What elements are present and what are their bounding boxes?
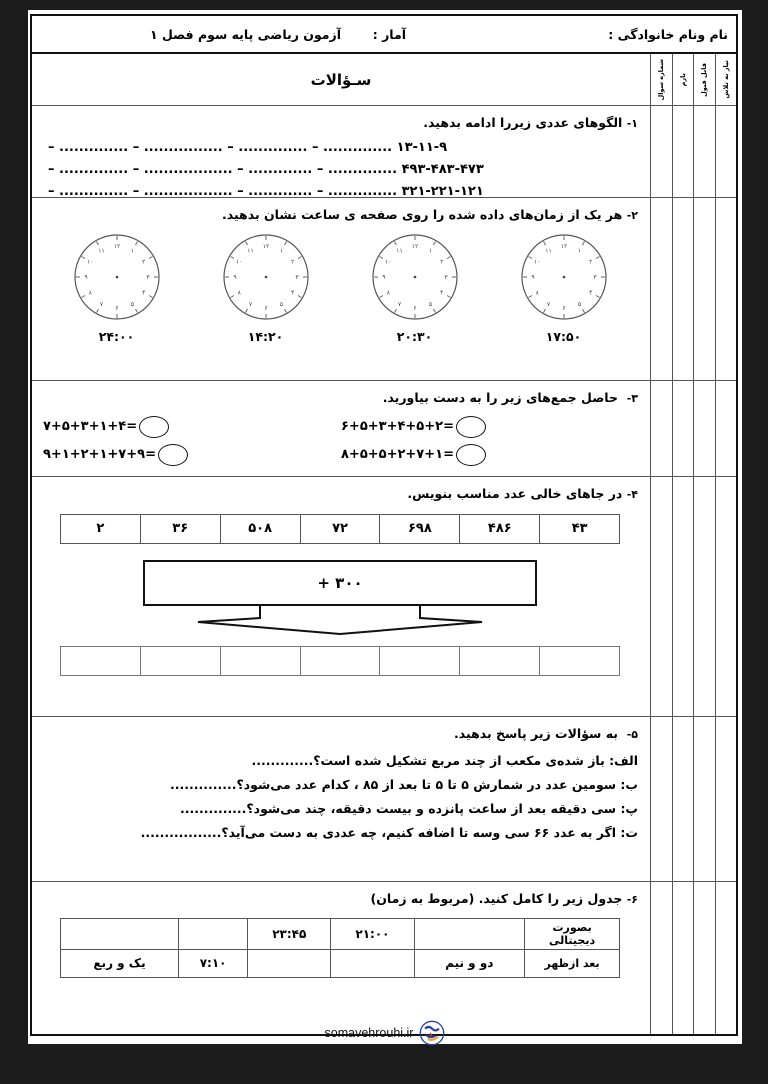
q4-number-cell: ۵۰۸ <box>221 514 301 544</box>
svg-text:۱: ۱ <box>577 247 581 255</box>
svg-text:۹: ۹ <box>232 273 237 281</box>
svg-text:۸: ۸ <box>237 289 241 297</box>
mark-cell[interactable] <box>715 717 737 881</box>
question-3 <box>32 381 650 477</box>
mark-cell[interactable] <box>715 882 737 1034</box>
svg-text:۷: ۷ <box>397 300 401 308</box>
svg-text:۹: ۹ <box>530 273 535 281</box>
sum-expr-0: ۷+۵+۳+۱+۴= <box>43 419 138 435</box>
mark-col-score <box>672 54 694 105</box>
section-title-cell <box>32 54 650 106</box>
questions-column <box>32 54 650 1034</box>
time-table <box>60 918 620 978</box>
time-table-cell: ۲۱:۰۰ <box>331 918 414 949</box>
sum-item-0[interactable] <box>42 416 340 438</box>
svg-text:۱۰: ۱۰ <box>384 258 391 266</box>
time-table-row <box>60 918 619 949</box>
svg-text:۱۲: ۱۲ <box>113 242 120 250</box>
svg-text:۱: ۱ <box>428 247 432 255</box>
question-4-number: ۴- <box>626 488 638 501</box>
mark-cell[interactable] <box>672 477 694 716</box>
svg-text:۳: ۳ <box>592 273 597 281</box>
q4-answer-cell[interactable] <box>141 646 221 676</box>
svg-text:۶: ۶ <box>561 304 566 312</box>
q4-number-cell: ۷۲ <box>301 514 381 544</box>
sum-expr-1: ۶+۵+۳+۴+۵+۲= <box>341 419 454 435</box>
svg-text:۴: ۴ <box>439 289 443 297</box>
q4-answer-cell[interactable] <box>60 646 141 676</box>
q4-top-row <box>60 514 620 544</box>
time-table-row-label: بصورت دیجیتالی <box>525 918 620 949</box>
time-table-empty-cell[interactable] <box>179 918 248 949</box>
clock-time-label: ۱۷:۵۰ <box>545 328 582 344</box>
q4-answer-cell[interactable] <box>301 646 381 676</box>
answer-oval[interactable] <box>158 444 188 466</box>
q4-bottom-row <box>60 646 620 676</box>
time-table-empty-cell[interactable] <box>60 918 178 949</box>
time-table-cell: دو و نیم <box>414 949 525 977</box>
q4-number-cell: ۲ <box>60 514 141 544</box>
clock-time-label: ۲۴:۰۰ <box>98 328 135 344</box>
site-url: somavehrouhi.ir <box>324 1026 414 1040</box>
mark-cell[interactable] <box>693 106 715 197</box>
svg-text:۱: ۱ <box>130 247 134 255</box>
clock-row <box>42 231 638 344</box>
question-2-number: ۲- <box>626 209 638 222</box>
mark-col-qnumber-label: شماره سوال <box>657 58 666 101</box>
mark-cell[interactable] <box>651 882 672 1034</box>
time-table-empty-cell[interactable] <box>248 949 331 977</box>
time-table-empty-cell[interactable] <box>331 949 414 977</box>
section-title: سـؤالات <box>310 70 372 89</box>
q4-answer-cell[interactable] <box>221 646 301 676</box>
svg-text:۶: ۶ <box>412 304 417 312</box>
time-table-row <box>60 949 619 977</box>
marking-row-q5[interactable] <box>651 717 736 882</box>
clock-4[interactable] <box>71 231 163 344</box>
question-1-prompt <box>42 114 638 133</box>
svg-text:۱۰: ۱۰ <box>235 258 242 266</box>
marking-row-q2[interactable] <box>651 198 736 381</box>
exam-title: آزمون ریاضی پایه سوم فصل ۱ <box>149 26 341 42</box>
mark-cell[interactable] <box>672 198 694 380</box>
mark-col-score-label: بارم <box>678 72 687 87</box>
question-2-text: هر یک از زمان‌های داده شده را روی صفحه ی ساعت نشان بدهید. <box>221 207 623 222</box>
mark-col-effort-label: نیاز به تلاش <box>721 60 730 99</box>
svg-text:۷: ۷ <box>248 300 252 308</box>
sum-item-3[interactable] <box>340 444 638 466</box>
marking-columns <box>650 54 736 1034</box>
marking-row-q3[interactable] <box>651 381 736 477</box>
svg-text:۱۲: ۱۲ <box>560 242 567 250</box>
answer-oval[interactable] <box>456 416 486 438</box>
sum-expr-2: ۹+۱+۲+۱+۷+۹= <box>43 447 156 463</box>
svg-text:۵: ۵ <box>428 300 432 308</box>
svg-text:۱۲: ۱۲ <box>262 242 269 250</box>
question-5-item-a[interactable]: الف: باز شده‌ی مکعب از چند مربع تشکیل شده است؟............. <box>251 752 638 768</box>
mark-cell[interactable] <box>715 477 737 716</box>
svg-text:۷: ۷ <box>99 300 103 308</box>
pattern-line-3[interactable] <box>48 184 638 199</box>
q4-number-cell: ۴۳ <box>540 514 620 544</box>
svg-text:۱۱: ۱۱ <box>246 247 254 255</box>
sum-grid <box>42 416 638 466</box>
marking-row-q6[interactable] <box>651 882 736 1034</box>
mark-cell[interactable] <box>651 106 672 197</box>
time-table-empty-cell[interactable] <box>414 918 525 949</box>
student-name-label: نام ونام خانوادگی : <box>608 26 728 42</box>
question-5-text: به سؤالات زیر پاسخ بدهید. <box>454 726 618 741</box>
mark-cell[interactable] <box>672 381 694 476</box>
page-sheet <box>28 10 742 1044</box>
mark-col-effort <box>715 54 737 105</box>
main-grid <box>32 54 736 1034</box>
svg-text:۳: ۳ <box>145 273 150 281</box>
clock-2[interactable] <box>369 231 461 344</box>
svg-text:۱۲: ۱۲ <box>411 242 418 250</box>
clock-1[interactable] <box>518 231 610 344</box>
q4-number-cell: ۳۶ <box>141 514 221 544</box>
pattern-1-seq: ۱۳-۱۱-۹ <box>396 139 448 155</box>
question-5-item-p[interactable]: پ: سی دقیقه بعد از ساعت پانزده و بیست دقیقه، چند می‌شود؟.............. <box>179 800 638 816</box>
operation-box <box>143 560 536 606</box>
mark-cell[interactable] <box>651 198 672 380</box>
pattern-line-2[interactable] <box>48 162 638 177</box>
sum-expr-3: ۸+۵+۵+۲+۷+۱= <box>341 447 454 463</box>
svg-text:۱: ۱ <box>279 247 283 255</box>
marking-row-q4[interactable] <box>651 477 736 717</box>
q4-answer-cell[interactable] <box>460 646 540 676</box>
question-4-prompt <box>42 485 638 504</box>
svg-text:۸: ۸ <box>535 289 539 297</box>
mark-cell[interactable] <box>693 477 715 716</box>
question-5-prompt <box>42 725 638 744</box>
svg-text:۹: ۹ <box>83 273 88 281</box>
question-1 <box>32 106 650 198</box>
mark-cell[interactable] <box>672 717 694 881</box>
mark-cell[interactable] <box>693 882 715 1034</box>
answer-oval[interactable] <box>139 416 169 438</box>
q4-number-cell: ۴۸۶ <box>460 514 540 544</box>
stat-label: آمار : <box>372 26 406 42</box>
question-6-prompt <box>42 890 638 909</box>
svg-text:۸: ۸ <box>386 289 390 297</box>
question-4 <box>32 477 650 717</box>
svg-text:۳: ۳ <box>443 273 448 281</box>
clock-face-icon[interactable] <box>518 231 610 323</box>
pattern-3-seq: ۳۲۱-۲۲۱-۱۲۱ <box>401 183 484 199</box>
mark-col-qnumber <box>651 54 672 105</box>
question-4-text: در جاهای خالی عدد مناسب بنویس. <box>407 486 623 501</box>
mark-col-acceptable-label: قابل قبول <box>700 62 709 97</box>
question-1-number: ۱- <box>626 117 638 130</box>
time-table-row-label: بعد ازظهر <box>525 949 620 977</box>
svg-text:۹: ۹ <box>381 273 386 281</box>
marking-header-row <box>651 54 736 106</box>
svg-text:۵: ۵ <box>279 300 283 308</box>
question-5-number: ۵- <box>626 728 638 741</box>
time-table-cell: ۷:۱۰ <box>179 949 248 977</box>
page-footer <box>28 1018 742 1048</box>
down-arrow-icon <box>140 604 540 636</box>
mark-cell[interactable] <box>651 477 672 716</box>
question-5-item-t[interactable]: ت: اگر به عدد ۶۶ سی وسه تا اضافه کنیم، چه عددی به دست می‌آید؟................. <box>140 824 638 840</box>
pattern-3-blanks: – .............. – .................. – ............. – .............. <box>48 183 398 199</box>
question-3-number: ۳- <box>626 392 638 405</box>
mark-cell[interactable] <box>651 381 672 476</box>
answer-oval[interactable] <box>456 444 486 466</box>
q4-answer-cell[interactable] <box>540 646 620 676</box>
svg-text:۴: ۴ <box>141 289 145 297</box>
time-table-cell: یک و ربع <box>60 949 178 977</box>
question-3-text: حاصل جمع‌های زیر را به دست بیاورید. <box>382 390 618 405</box>
mark-cell[interactable] <box>651 717 672 881</box>
mark-cell[interactable] <box>693 381 715 476</box>
svg-text:۱۱: ۱۱ <box>544 247 552 255</box>
question-6-number: ۶- <box>626 893 638 906</box>
pattern-line-1[interactable] <box>48 140 638 155</box>
svg-text:۱۰: ۱۰ <box>533 258 540 266</box>
clock-3[interactable] <box>220 231 312 344</box>
clock-time-label: ۱۴:۲۰ <box>247 328 284 344</box>
pattern-2-seq: ۴۹۳-۴۸۳-۴۷۳ <box>401 161 484 177</box>
pattern-1-blanks: – .............. – ................ – .............. – .............. <box>48 139 393 155</box>
question-1-text: الگوهای عددی زیررا ادامه بدهید. <box>423 115 623 130</box>
clock-face-icon[interactable] <box>369 231 461 323</box>
svg-text:۵: ۵ <box>130 300 134 308</box>
mark-col-acceptable <box>693 54 715 105</box>
question-6 <box>32 882 650 1034</box>
sum-item-1[interactable] <box>340 416 638 438</box>
svg-text:۳: ۳ <box>294 273 299 281</box>
pattern-2-blanks: – .............. – .................. – ............. – .............. <box>48 161 398 177</box>
svg-text:۱۱: ۱۱ <box>395 247 403 255</box>
mark-cell[interactable] <box>693 717 715 881</box>
svg-text:۸: ۸ <box>88 289 92 297</box>
svg-text:۶: ۶ <box>114 304 119 312</box>
svg-text:۷: ۷ <box>546 300 550 308</box>
q4-number-cell: ۶۹۸ <box>380 514 460 544</box>
time-table-cell: ۲۳:۴۵ <box>248 918 331 949</box>
svg-text:۱۰: ۱۰ <box>86 258 93 266</box>
question-5-item-b[interactable]: ب: سومین عدد در شمارش ۵ تا ۵ تا بعد از ۸۵ ، کدام عدد می‌شود؟.............. <box>170 776 638 792</box>
question-3-prompt <box>42 389 638 408</box>
clock-face-icon[interactable] <box>220 231 312 323</box>
svg-text:۵: ۵ <box>577 300 581 308</box>
clock-time-label: ۲۰:۳۰ <box>396 328 433 344</box>
question-2-prompt <box>42 206 638 225</box>
mark-cell[interactable] <box>693 198 715 380</box>
svg-text:۲: ۲ <box>290 258 294 266</box>
arrow-zone <box>42 606 638 640</box>
clock-face-icon[interactable] <box>71 231 163 323</box>
question-2 <box>32 198 650 381</box>
svg-text:۴: ۴ <box>588 289 592 297</box>
mark-cell[interactable] <box>715 106 737 197</box>
question-5 <box>32 717 650 882</box>
site-logo-icon <box>419 1020 445 1046</box>
sheet-header <box>32 16 736 54</box>
mark-cell[interactable] <box>715 381 737 476</box>
exam-sheet <box>30 14 738 1036</box>
mark-cell[interactable] <box>715 198 737 380</box>
svg-text:۲: ۲ <box>439 258 443 266</box>
svg-text:۶: ۶ <box>263 304 268 312</box>
q4-answer-cell[interactable] <box>380 646 460 676</box>
svg-text:۲: ۲ <box>141 258 145 266</box>
svg-text:۱۱: ۱۱ <box>97 247 105 255</box>
marking-row-q1[interactable] <box>651 106 736 198</box>
svg-text:۴: ۴ <box>290 289 294 297</box>
operation-label: + ۳۰۰ <box>317 573 363 592</box>
sum-item-2[interactable] <box>42 444 340 466</box>
mark-cell[interactable] <box>672 106 694 197</box>
mark-cell[interactable] <box>672 882 694 1034</box>
question-6-text: جدول زیر را کامل کنید. (مربوط به زمان) <box>370 891 623 906</box>
svg-text:۲: ۲ <box>588 258 592 266</box>
